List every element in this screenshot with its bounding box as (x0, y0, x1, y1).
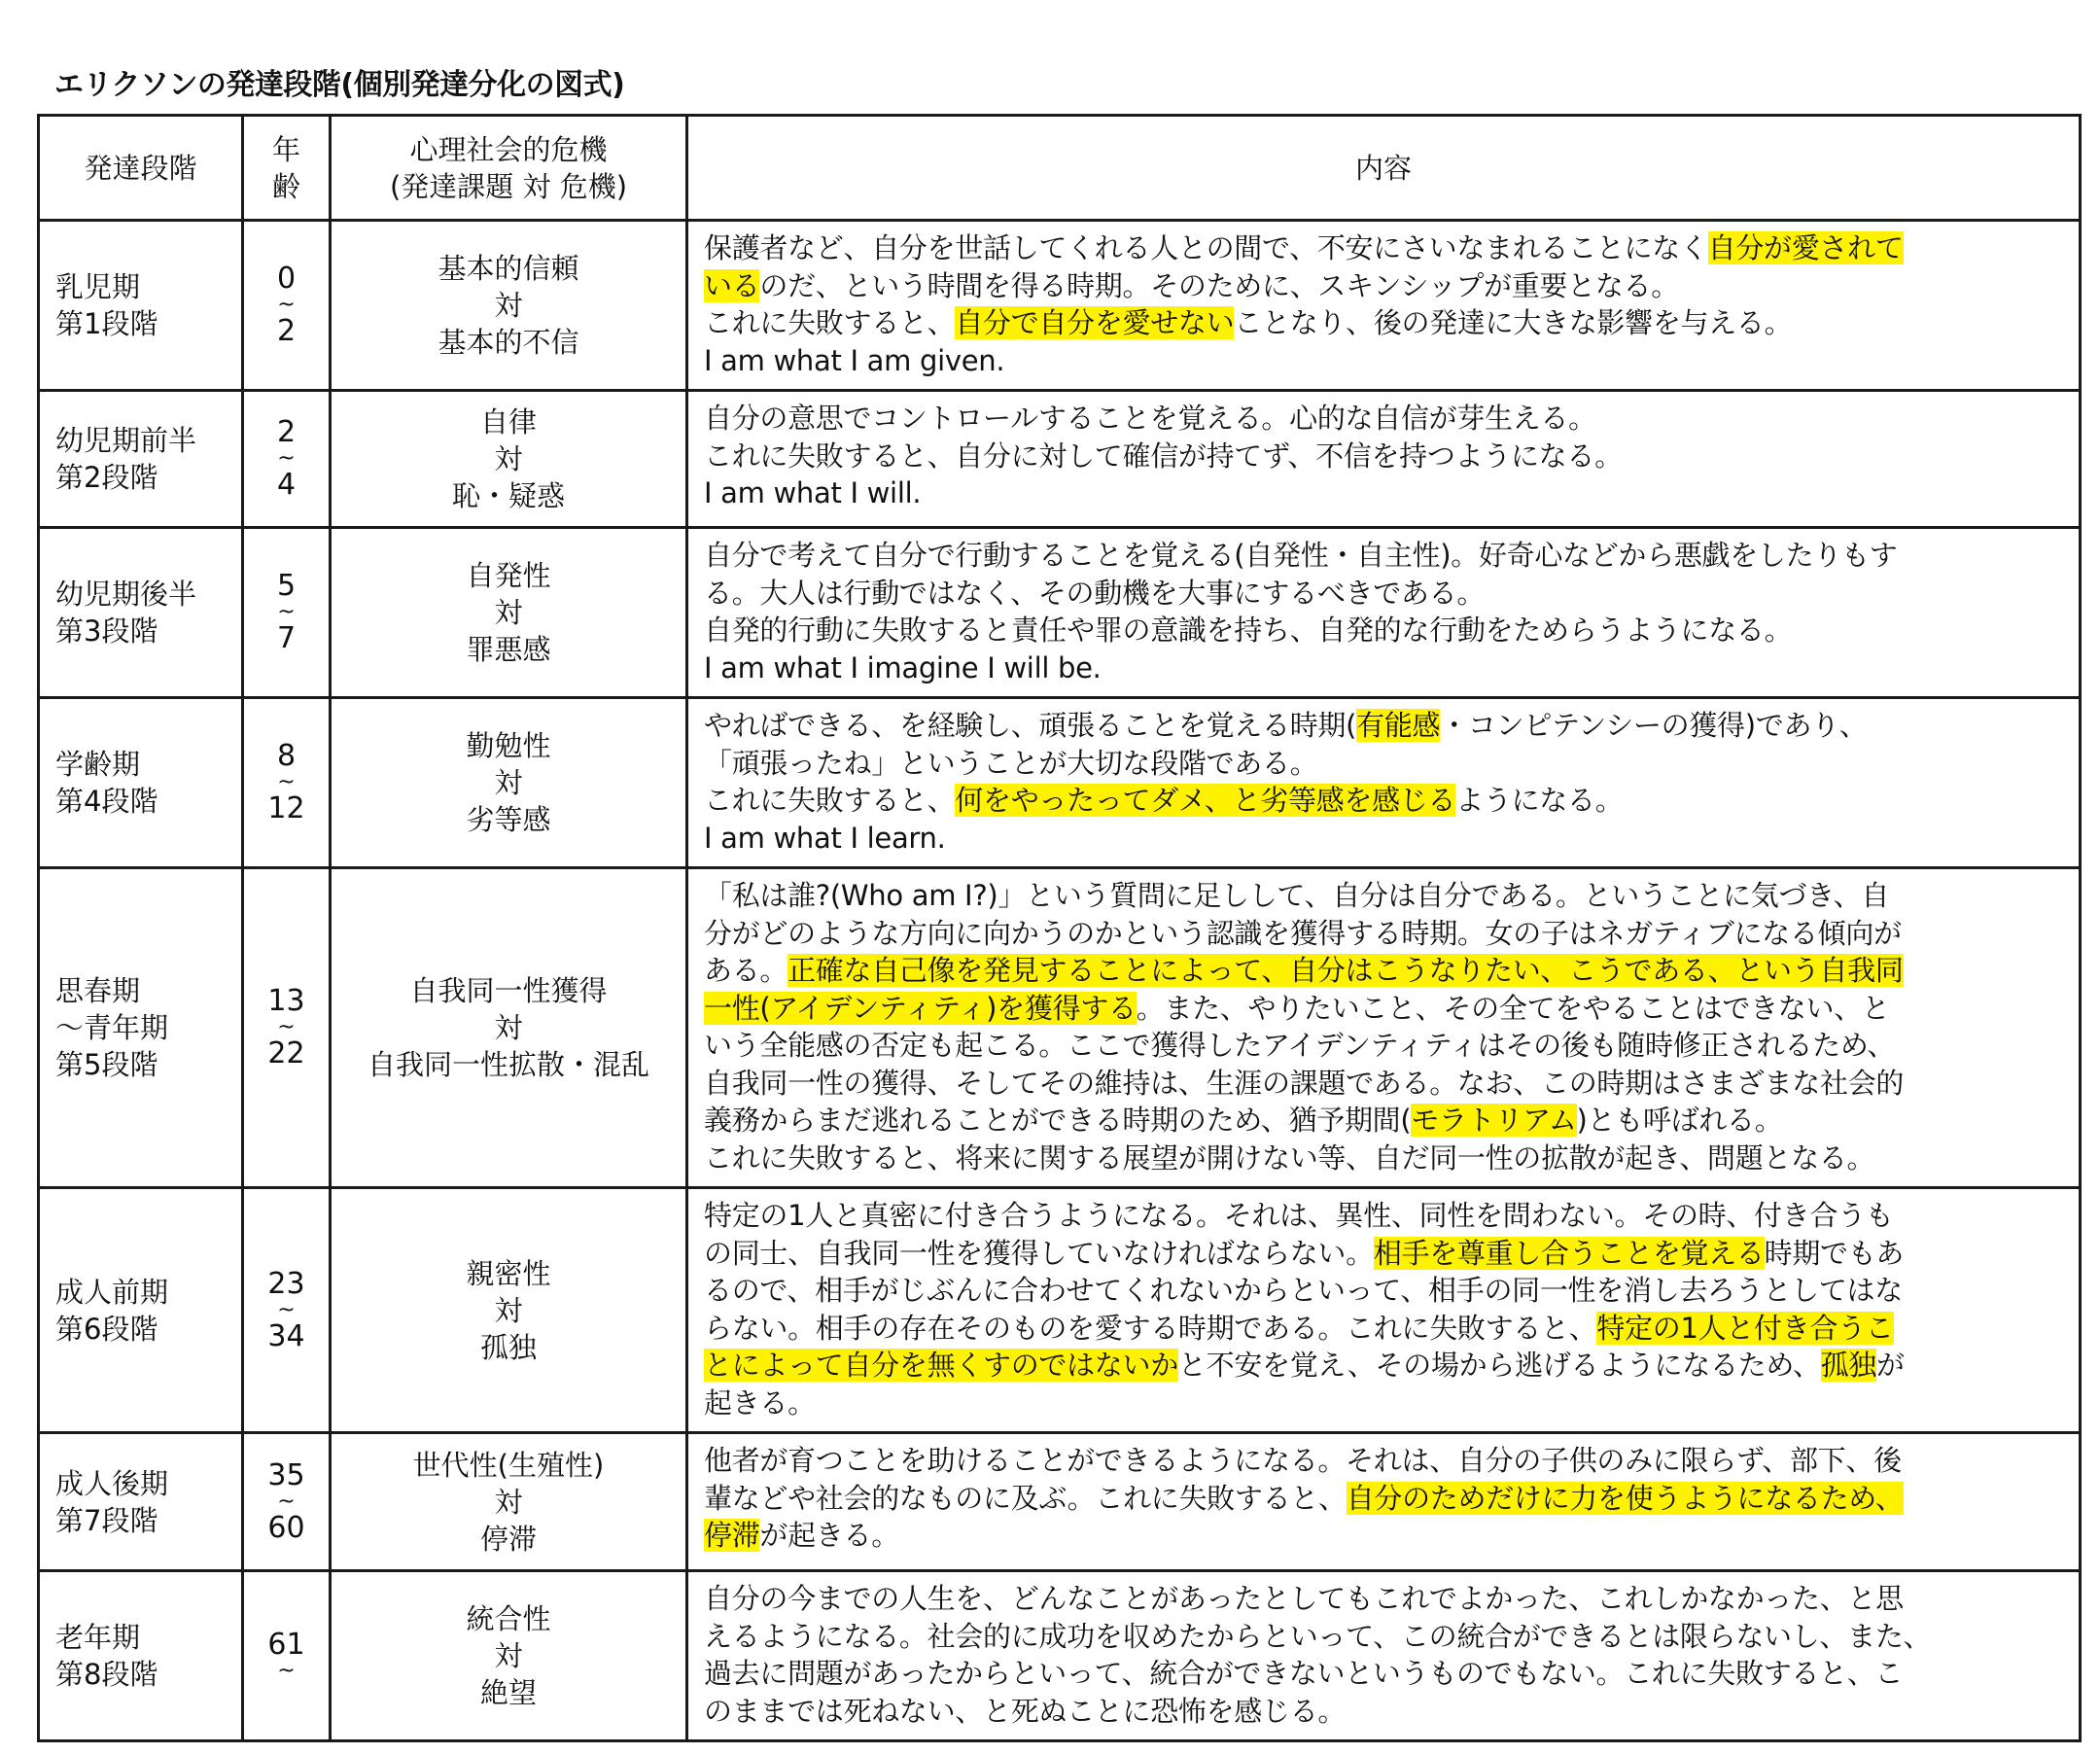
content-line (704, 1310, 2065, 1348)
document-title: エリクソンの発達段階(個別発達分化の図式) (54, 68, 625, 102)
stage-name: 成人前期 (55, 1275, 169, 1309)
highlighted-text: 正確な自己像を発見することによって、自分はこうなりたい、こうである、という自我同 (788, 954, 1904, 987)
stage-cell (39, 528, 243, 698)
highlighted-text: モラトリアム (1411, 1104, 1577, 1137)
text-segment: 「頑張ったね」ということが大切な段階である。 (704, 746, 1318, 780)
age-cell (243, 1188, 331, 1433)
text-segment: いう全能感の否定も起こる。ここで獲得したアイデンティティはその後も随時修正されるため、 (704, 1029, 1896, 1062)
text-segment: 自分の今までの人生を、どんなことがあったとしてもこれでよかった、これしかなかった、と思 (704, 1582, 1904, 1615)
text-segment: 他者が育つことを助けることができるようになる。それは、自分の子供のみに限らず、部下、後 (704, 1444, 1902, 1477)
highlighted-text: 自分のためだけに力を使うようになるため、 (1346, 1481, 1904, 1515)
content-line (704, 1655, 2065, 1693)
text-segment: が起きる。 (759, 1519, 899, 1552)
content-line (704, 304, 2065, 342)
stage-name-2: 第4段階 (55, 785, 158, 818)
crisis-risk: 罪悪感 (466, 633, 551, 666)
content-cell (687, 1433, 2081, 1571)
crisis-vs: 対 (494, 1293, 523, 1327)
header-age: 年 齢 (243, 116, 331, 221)
stage-name: 思春期 (55, 974, 141, 1007)
age-range-separator: ~ (277, 770, 296, 794)
stage-name-2: 第6段階 (55, 1312, 158, 1346)
stage-name-2: 第3段階 (55, 614, 158, 648)
crisis-vs: 対 (494, 289, 523, 322)
content-line (704, 400, 2065, 438)
crisis-task: 統合性 (466, 1602, 551, 1635)
content-line (704, 952, 2065, 990)
age-range-separator: ~ (277, 600, 296, 624)
text-segment: えるようになる。社会的に成功を収めたからといって、この統合ができるとは限らないし、また、 (704, 1619, 1932, 1653)
crisis-cell (331, 1433, 687, 1571)
stage-name: 成人後期 (55, 1466, 169, 1500)
content-line (704, 612, 2065, 649)
crisis-vs: 対 (494, 596, 523, 629)
stage-name-2: 第2段階 (55, 461, 158, 494)
age-from: 5 (276, 569, 297, 603)
age-cell (243, 1571, 331, 1741)
highlighted-text: 自分で自分を愛せない (955, 306, 1235, 339)
content-cell (687, 868, 2081, 1188)
text-segment: 自分の意思でコントロールすることを覚える。心的な自信が芽生える。 (704, 402, 1596, 435)
age-from: 23 (267, 1266, 305, 1301)
text-segment: と不安を覚え、その場から逃げるようになるため、 (1177, 1349, 1821, 1382)
crisis-cell (331, 391, 687, 528)
highlighted-text: いる (704, 268, 760, 302)
highlighted-text: 停滞 (704, 1519, 760, 1552)
highlighted-text: 自分が愛されて (1707, 231, 1904, 264)
text-segment: やればできる、を経験し、頑張ることを覚える時期( (704, 709, 1357, 742)
text-segment: これに失敗すると、 (704, 306, 956, 339)
header-content: 内容 (687, 116, 2081, 221)
age-range-separator: ~ (277, 446, 296, 471)
content-line (704, 649, 2065, 687)
text-segment: 時期でもあ (1764, 1236, 1905, 1270)
age-range-separator: ~ (277, 1659, 296, 1683)
crisis-task: 勤勉性 (466, 729, 551, 762)
stage-cell (39, 868, 243, 1188)
text-segment: 自分で考えて自分で行動することを覚える(自発性・自主性)。好奇心などから悪戯をしたりもす (704, 539, 1898, 572)
text-segment: 。また、やりたいこと、その全てをやることはできない、と (1136, 991, 1890, 1025)
table-row (39, 698, 2081, 868)
content-line (704, 474, 2065, 512)
text-segment: これに失敗すると、自分に対して確信が持てず、不信を持つようになる。 (704, 438, 1623, 473)
crisis-cell (331, 698, 687, 868)
content-cell (687, 1188, 2081, 1433)
crisis-task: 親密性 (466, 1256, 551, 1290)
age-to: 2 (276, 314, 297, 348)
stage-name: 老年期 (55, 1621, 141, 1654)
text-segment: I am what I imagine I will be. (704, 650, 1102, 684)
age-cell (243, 1433, 331, 1571)
age-to: 12 (267, 791, 305, 825)
table-row (39, 1433, 2081, 1571)
text-segment: るので、相手がじぶんに合わせてくれないからといって、相手の同一性を消し去ろうとしてはな (704, 1274, 1903, 1307)
content-cell (687, 391, 2081, 528)
highlighted-text: 孤独 (1820, 1349, 1876, 1382)
age-cell (243, 221, 331, 391)
content-line (704, 438, 2065, 475)
crisis-task: 自律 (479, 405, 537, 438)
text-segment: I am what I learn. (704, 821, 946, 855)
text-segment: これに失敗すると、 (704, 784, 956, 817)
crisis-risk: 自我同一性拡散・混乱 (367, 1048, 649, 1081)
stage-cell (39, 698, 243, 868)
crisis-risk: 絶望 (479, 1676, 537, 1709)
age-to: 60 (267, 1510, 305, 1545)
content-line (704, 575, 2065, 613)
age-range-separator: ~ (277, 293, 296, 317)
table-row (39, 221, 2081, 391)
age-to: 22 (267, 1036, 305, 1070)
stage-name-2: 第8段階 (55, 1658, 158, 1691)
text-segment: 保護者など、自分を世話してくれる人との間で、不安にさいなまれることになく (704, 231, 1708, 264)
table-row (39, 391, 2081, 528)
crisis-task: 自発性 (466, 559, 551, 592)
table-header-row (39, 116, 2081, 221)
stage-name-2: 第1段階 (55, 307, 158, 340)
age-from: 61 (267, 1628, 305, 1662)
crisis-vs: 対 (494, 1011, 523, 1044)
content-line (704, 1272, 2065, 1310)
content-line (704, 1693, 2065, 1731)
text-segment: 特定の1人と真密に付き合うようになる。それは、異性、同性を問わない。その時、付き合うも (704, 1199, 1894, 1232)
age-range-separator: ~ (277, 1489, 296, 1514)
text-segment: が (1876, 1349, 1905, 1382)
content-line (704, 1347, 2065, 1385)
content-line (704, 1027, 2065, 1065)
crisis-risk: 劣等感 (466, 803, 551, 836)
stage-name: 幼児期後半 (55, 578, 197, 611)
highlighted-text: 何をやったってダメ、と劣等感を感じる (955, 784, 1456, 817)
stage-name: 幼児期前半 (55, 424, 197, 457)
content-line (704, 1480, 2065, 1518)
text-segment: 自発的行動に失敗すると責任や罪の意識を持ち、自発的な行動をためらうようになる。 (704, 614, 1793, 647)
content-line (704, 745, 2065, 783)
text-segment: のままでは死ねない、と死ぬことに恐怖を感じる。 (704, 1694, 1347, 1728)
crisis-risk: 停滞 (479, 1522, 537, 1556)
content-line (704, 1442, 2065, 1480)
crisis-cell (331, 528, 687, 698)
stage-cell (39, 1188, 243, 1433)
crisis-risk: 孤独 (479, 1330, 537, 1364)
text-segment: ことなり、後の発達に大きな影響を与える。 (1234, 306, 1793, 339)
text-segment: これに失敗すると、将来に関する展望が開けない等、自だ同一性の拡散が起き、問題となる。 (704, 1140, 1875, 1175)
text-segment: の同士、自我同一性を獲得していなければならない。 (704, 1236, 1374, 1270)
stage-cell (39, 1571, 243, 1741)
text-segment: 輩などや社会的なものに及ぶ。これに失敗すると、 (704, 1481, 1347, 1515)
text-segment: 分がどのような方向に向かうのかという認識を獲得する時期。女の子はネガティブになる傾向が (704, 916, 1902, 950)
content-line (704, 1065, 2065, 1103)
crisis-cell (331, 868, 687, 1188)
table-body (39, 221, 2081, 1741)
text-segment: 起きる。 (704, 1386, 816, 1420)
highlighted-text: とによって自分を無くすのではないか (704, 1349, 1178, 1382)
age-to: 34 (267, 1318, 305, 1353)
content-cell (687, 1571, 2081, 1741)
content-line (704, 1580, 2065, 1618)
text-segment: 自我同一性の獲得、そしてその維持は、生涯の課題である。なお、この時期はさまざまな社会的 (704, 1066, 1905, 1100)
stage-name-2: 第7段階 (55, 1503, 158, 1537)
text-segment: )とも呼ばれる。 (1576, 1104, 1783, 1137)
crisis-task: 基本的信頼 (438, 252, 579, 285)
age-range-separator: ~ (277, 1015, 296, 1039)
age-from: 0 (276, 262, 297, 296)
table-row (39, 1571, 2081, 1741)
highlighted-text: 特定の1人と付き合うこ (1596, 1311, 1894, 1345)
stage-cell (39, 221, 243, 391)
text-segment: ようになる。 (1455, 784, 1624, 817)
crisis-task: 世代性(生殖性) (412, 1448, 605, 1482)
content-line (704, 877, 2065, 915)
content-line (704, 1140, 2065, 1177)
age-from: 2 (276, 415, 297, 449)
stage-name: 乳児期 (55, 270, 141, 303)
age-to: 7 (276, 621, 297, 655)
content-line (704, 820, 2065, 858)
text-segment: I am what I am given. (704, 343, 1005, 377)
crisis-vs: 対 (494, 442, 523, 475)
highlighted-text: 相手を尊重し合うことを覚える (1373, 1236, 1765, 1270)
age-from: 8 (276, 739, 297, 773)
crisis-risk: 基本的不信 (438, 326, 579, 359)
text-segment: ・コンピテンシーの獲得)であり、 (1440, 709, 1868, 742)
text-segment: 「私は誰?(Who am I?)」という質問に足しして、自分は自分である。ということに気づき、自 (704, 879, 1890, 912)
age-cell (243, 698, 331, 868)
header-crisis: 心理社会的危機 (発達課題 対 危機) (331, 116, 687, 221)
age-to: 4 (276, 468, 297, 502)
text-segment: ある。 (704, 954, 788, 987)
age-from: 35 (267, 1457, 305, 1492)
content-cell (687, 698, 2081, 868)
crisis-task: 自我同一性獲得 (409, 974, 608, 1007)
content-line (704, 1618, 2065, 1656)
content-line (704, 1102, 2065, 1140)
crisis-cell (331, 221, 687, 391)
stage-name-2: ～青年期 (55, 1011, 169, 1044)
crisis-risk: 恥・疑惑 (451, 479, 565, 512)
content-line (704, 267, 2065, 305)
content-line (704, 1385, 2065, 1422)
content-line (704, 1517, 2065, 1555)
age-range-separator: ~ (277, 1297, 296, 1322)
content-line (704, 915, 2065, 953)
age-cell (243, 528, 331, 698)
table-row (39, 1188, 2081, 1433)
text-segment: のだ、という時間を得る時期。そのために、スキンシップが重要となる。 (759, 268, 1679, 302)
stage-cell (39, 1433, 243, 1571)
text-segment: 過去に問題があったからといって、統合ができないというものでもない。これに失敗すると、こ (704, 1657, 1904, 1690)
crisis-cell (331, 1188, 687, 1433)
age-from: 13 (267, 984, 305, 1018)
content-line (704, 1197, 2065, 1235)
content-line (704, 342, 2065, 380)
text-segment: I am what I will. (704, 476, 922, 509)
content-line (704, 229, 2065, 267)
crisis-vs: 対 (494, 1485, 523, 1519)
crisis-vs: 対 (494, 1639, 523, 1672)
erikson-stages-table (37, 114, 2082, 1742)
highlighted-text: 有能感 (1356, 709, 1441, 742)
content-cell (687, 528, 2081, 698)
text-segment: らない。相手の存在そのものを愛する時期である。これに失敗すると、 (704, 1311, 1597, 1345)
stage-cell (39, 391, 243, 528)
text-segment: 義務からまだ逃れることができる時期のため、猶予期間( (704, 1104, 1412, 1137)
table-row (39, 528, 2081, 698)
highlighted-text: 一性(アイデンティティ)を獲得する (704, 991, 1137, 1025)
header-stage: 発達段階 (39, 116, 243, 221)
content-line (704, 1235, 2065, 1273)
content-line (704, 782, 2065, 820)
content-line (704, 707, 2065, 745)
content-line (704, 537, 2065, 575)
content-line (704, 990, 2065, 1028)
table-row (39, 868, 2081, 1188)
stage-name: 学齢期 (55, 748, 141, 781)
crisis-cell (331, 1571, 687, 1741)
text-segment: る。大人は行動ではなく、その動機を大事にするべきである。 (704, 576, 1486, 610)
age-cell (243, 391, 331, 528)
content-cell (687, 221, 2081, 391)
age-cell (243, 868, 331, 1188)
crisis-vs: 対 (494, 766, 523, 799)
stage-number: 第5段階 (55, 1048, 158, 1081)
